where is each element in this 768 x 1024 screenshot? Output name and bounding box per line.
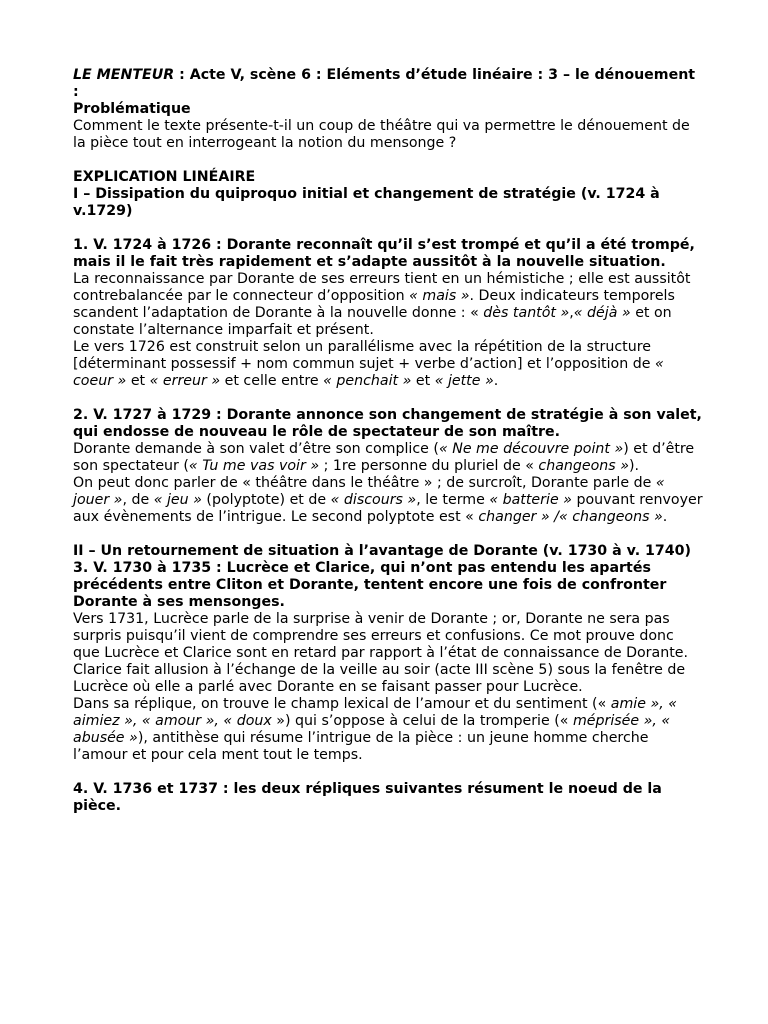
text-run: pouvant renvoyer aux évènements de l’intrigue. Le second polyptote est « — [73, 492, 703, 525]
section-4-heading: 4. V. 1736 et 1737 : les deux répliques suivantes résument le noeud de la pièce. — [73, 781, 662, 814]
section-3-paragraph-1: Vers 1731, Lucrèce parle de la surprise à venir de Dorante ; or, Dorante ne sera pas surpris puisqu’il vient de comprendre ses erreurs et confusions. Ce mot prouve donc que Lucrèce et Clarice sont en retard par rapport à l’état de connaissance de Dorante. — [73, 611, 689, 661]
spacer — [73, 220, 703, 237]
section-3-heading: 3. V. 1730 à 1735 : Lucrèce et Clarice, qui n’ont pas entendu les apartés précédents entre Cliton et Dorante, tentent encore une fois de confronter Dorante à ses mensonges. — [73, 560, 667, 610]
quote-run: « jouer » — [73, 475, 665, 508]
quote-run: « Tu me vas voir » — [188, 458, 320, 474]
section-2-paragraph-2 — [73, 475, 703, 526]
quote-run: « Ne me découvre point » — [438, 441, 624, 457]
play-title: LE MENTEUR — [73, 67, 175, 83]
section-1-paragraph-2 — [73, 339, 703, 390]
quote-run: « jette » — [434, 373, 494, 389]
text-run: , de — [122, 492, 154, 508]
quote-run: « coeur » — [73, 356, 664, 389]
text-run: ), antithèse qui résume l’intrigue de la pièce : un jeune homme cherche l’amour et pour cela ment tout le temps. — [73, 730, 649, 763]
problematique-heading: Problématique — [73, 101, 191, 117]
text-run: . — [493, 373, 499, 389]
title-rest: : Acte V, scène 6 : Eléments d’étude linéaire : 3 – le dénouement : — [73, 67, 696, 100]
section-2-heading: 2. V. 1727 à 1729 : Dorante annonce son changement de stratégie à son valet, qui endosse de nouveau le rôle de spectateur de son maître. — [73, 407, 702, 440]
part-2-heading: II – Un retournement de situation à l’avantage de Dorante (v. 1730 à v. 1740) — [73, 543, 692, 559]
text-run: . — [662, 509, 668, 525]
quote-run: « erreur » — [149, 373, 221, 389]
text-run: et celle entre — [220, 373, 324, 389]
text-run: ). — [628, 458, 639, 474]
quote-run: amie », « aimiez », « amour », « doux — [73, 696, 677, 729]
section-1-paragraph-1 — [73, 271, 703, 339]
text-run: (polyptote) et de — [201, 492, 331, 508]
section-3-paragraph-3 — [73, 696, 703, 764]
part-1-heading: I – Dissipation du quiproquo initial et changement de stratégie (v. 1724 à v.1729) — [73, 186, 660, 219]
document-title — [73, 67, 703, 101]
quote-run: dès tantôt » — [483, 305, 570, 321]
quote-run: « penchait » — [323, 373, 412, 389]
text-run: , le terme — [416, 492, 490, 508]
text-run: Dans sa réplique, on trouve le champ lexical de l’amour et du sentiment (« — [73, 696, 611, 712]
text-run: ) et d’être son spectateur ( — [73, 441, 695, 474]
text-run: , — [569, 305, 574, 321]
quote-run: « jeu » — [153, 492, 202, 508]
quote-run: « déjà » — [573, 305, 631, 321]
spacer — [73, 526, 703, 543]
quote-run: méprisée », « abusée » — [73, 713, 671, 746]
problematique-text: Comment le texte présente-t-il un coup de théâtre qui va permettre le dénouement de la pièce tout en interrogeant la notion du mensonge ? — [73, 118, 690, 151]
text-run: On peut donc parler de « théâtre dans le théâtre » ; de surcroît, Dorante parle de — [73, 475, 656, 491]
text-run: Dorante demande à son valet d’être son complice ( — [73, 441, 439, 457]
text-run: Le vers 1726 est construit selon un parallélisme avec la répétition de la structure [déterminant possessif + nom commun sujet + verbe d’action] et l’opposition de — [73, 339, 655, 372]
document-page — [73, 67, 703, 815]
quote-run: « discours » — [330, 492, 417, 508]
spacer — [73, 764, 703, 781]
text-run: ; 1re personne du pluriel de « — [319, 458, 539, 474]
text-run: . Deux indicateurs temporels scandent l’adaptation de Dorante à la nouvelle donne : « — [73, 288, 675, 321]
quote-run: changer » /« changeons » — [478, 509, 663, 525]
text-run: ») qui s’oppose à celui de la tromperie (« — [271, 713, 573, 729]
spacer — [73, 390, 703, 407]
text-run: et — [411, 373, 435, 389]
explication-heading: EXPLICATION LINÉAIRE — [73, 169, 256, 185]
quote-run: « mais » — [409, 288, 470, 304]
section-3-paragraph-2: Clarice fait allusion à l’échange de la veille au soir (acte III scène 5) sous la fenêtre de Lucrèce où elle a parlé avec Dorante en se faisant passer pour Lucrèce. — [73, 662, 686, 695]
quote-run: changeons » — [538, 458, 629, 474]
text-run: La reconnaissance par Dorante de ses erreurs tient en un hémistiche ; elle est aussitôt contrebalancée par le connecteur d’opposition — [73, 271, 691, 304]
section-1-heading: 1. V. 1724 à 1726 : Dorante reconnaît qu’il s’est trompé et qu’il a été trompé, mais il le fait très rapidement et s’adapte aussitôt à la nouvelle situation. — [73, 237, 695, 270]
spacer — [73, 152, 703, 169]
section-2-paragraph-1 — [73, 441, 703, 475]
text-run: et — [126, 373, 150, 389]
quote-run: « batterie » — [489, 492, 572, 508]
text-run: et on constate l’alternance imparfait et présent. — [73, 305, 672, 338]
